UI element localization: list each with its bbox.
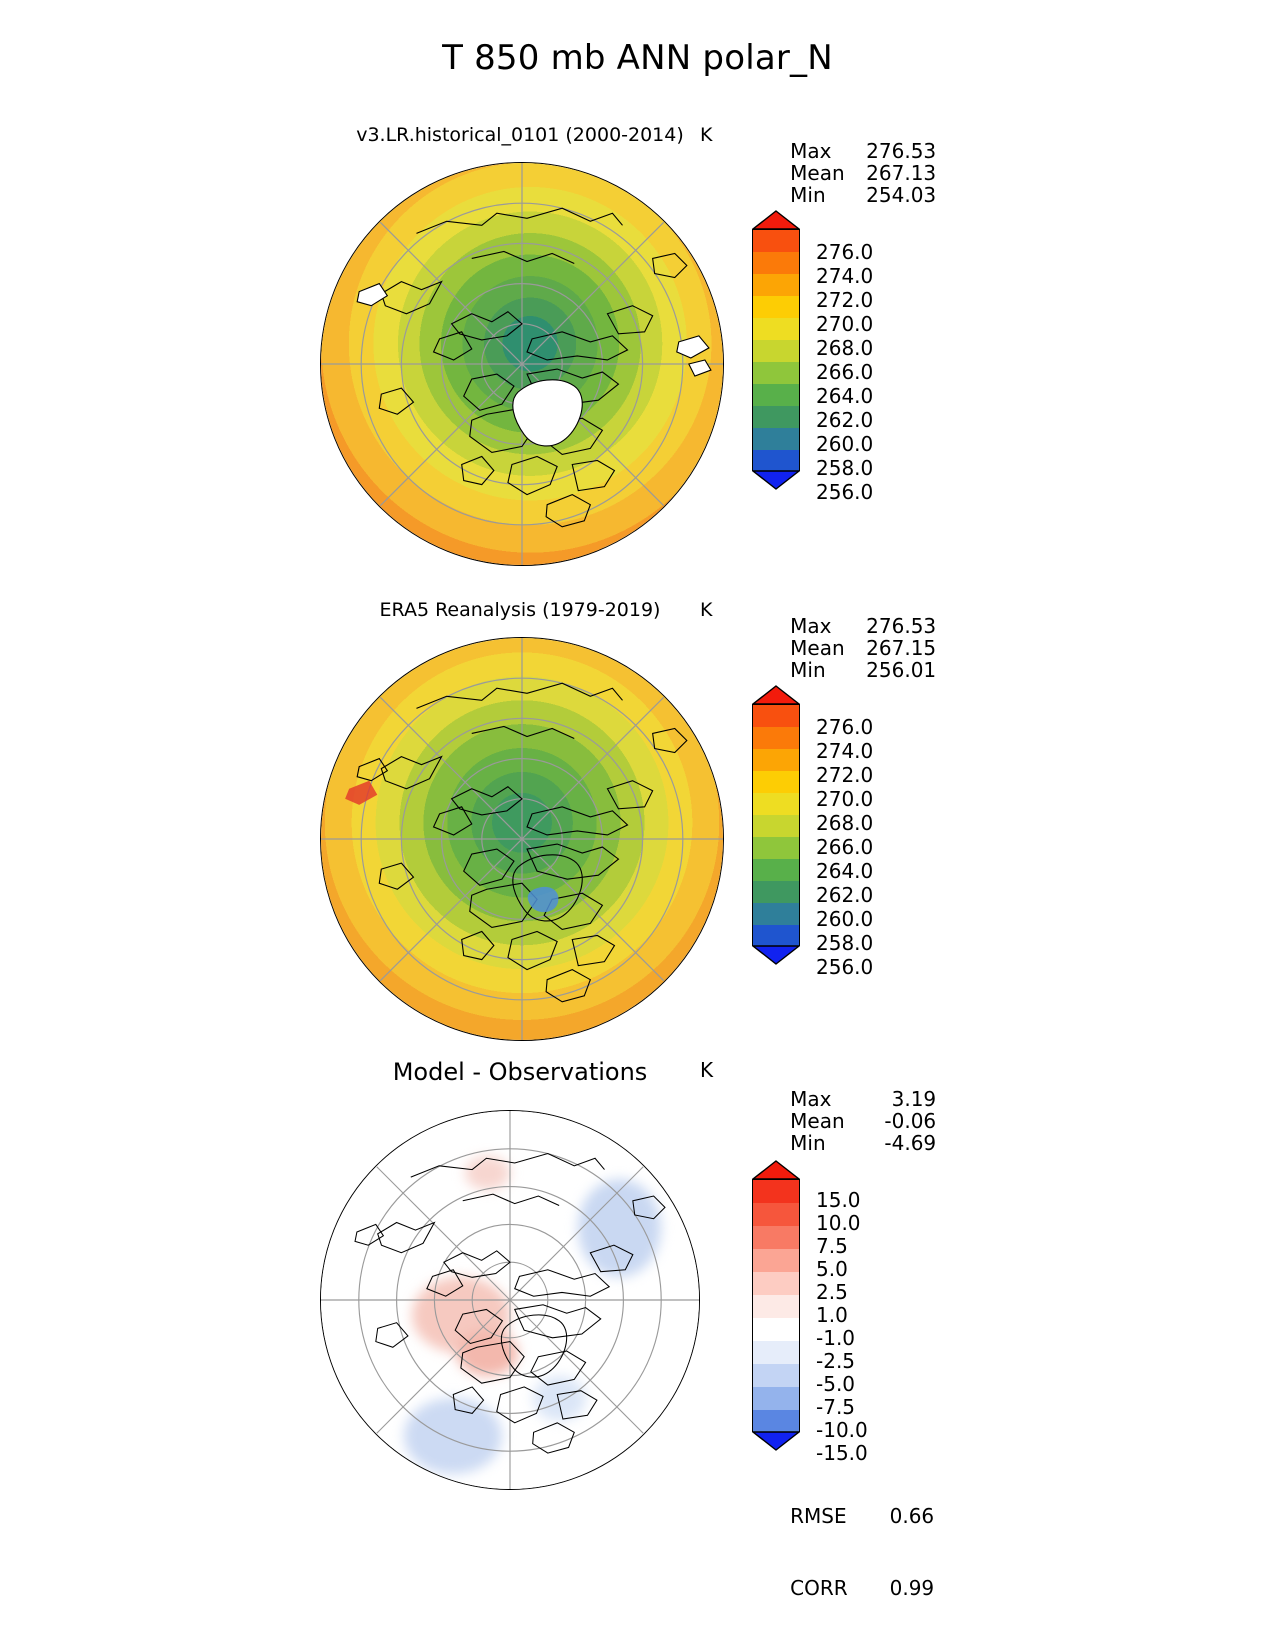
colorbar-segment [753,815,799,837]
colorbar-tick: -2.5 [816,1349,856,1373]
colorbar-segment [753,252,799,274]
colorbar-segment [753,859,799,881]
colorbar-segment [753,406,799,428]
colorbar-segment [753,230,799,252]
stats-block-model [752,120,937,207]
colorbar-gradient [752,1179,800,1432]
colorbar-segment [753,1364,799,1387]
colorbar-tick: 264.0 [816,384,874,408]
stat-value: -4.69 [884,1131,937,1155]
colorbar-tick: -10.0 [816,1418,868,1442]
globe-disc [320,162,724,566]
colorbar-min-arrow [752,470,800,490]
panel-observations [0,585,1275,1045]
colorbar-segment [753,1226,799,1249]
colorbar-tick: 262.0 [816,408,874,432]
stat-value: 254.03 [866,183,937,207]
colorbar-tick: 5.0 [816,1257,848,1281]
graticule-and-coastlines [321,163,723,565]
colorbar-segment [753,1387,799,1410]
colorbar-segment [753,450,799,472]
colorbar-segment [753,1295,799,1318]
stat-label: Max [790,139,832,163]
globe-disc [320,1110,700,1490]
globe-disc [320,637,724,1041]
stat-label: Min [790,1131,826,1155]
stat-value: 276.53 [866,614,937,638]
colorbar-gradient [752,229,800,471]
colorbar-segment [753,1318,799,1341]
colorbar-segment [753,362,799,384]
footer-stat-value: 0.66 [889,1504,935,1528]
stat-label: Min [790,658,826,682]
colorbar-tick: 266.0 [816,835,874,859]
colorbar-tick: 260.0 [816,432,874,456]
stat-label: Max [790,614,832,638]
colorbar-tick: 274.0 [816,739,874,763]
colorbar-tick: -7.5 [816,1395,856,1419]
footer-stat-row [752,1552,934,1624]
stat-value: -0.06 [884,1109,937,1133]
stat-label: Max [790,1087,832,1111]
colorbar-segment [753,903,799,925]
colorbar-max-arrow [752,1160,800,1180]
colorbar-tick: 272.0 [816,288,874,312]
stat-row [752,120,937,163]
stat-value: 3.19 [891,1087,937,1111]
stat-value: 276.53 [866,139,937,163]
footer-stat-label: CORR [790,1576,848,1600]
colorbar-tick: 10.0 [816,1211,861,1235]
footer-stat-row [752,1480,934,1552]
unit-label-observations: K [700,599,713,621]
colorbar-segment [753,1203,799,1226]
colorbar-tick: 256.0 [816,955,874,979]
colorbar-segment [753,705,799,727]
stat-row [752,1068,937,1111]
colorbar-gradient [752,704,800,946]
colorbar-tick: 266.0 [816,360,874,384]
colorbar-segment [753,340,799,362]
panel-title-observations: ERA5 Reanalysis (1979-2019) [379,599,661,621]
colorbar-segment [753,1249,799,1272]
colorbar-segment [753,1272,799,1295]
colorbar-segment [753,727,799,749]
panel-difference [0,1050,1275,1600]
colorbar-segment [753,296,799,318]
colorbar-segment [753,428,799,450]
panel-model [0,110,1275,570]
colorbar-segment [753,925,799,947]
colorbar-tick: 276.0 [816,240,874,264]
colorbar-segment [753,749,799,771]
unit-label-model: K [700,124,713,146]
colorbar-segment [753,1410,799,1433]
footer-stat-label: RMSE [790,1504,847,1528]
colorbar-max-arrow [752,685,800,705]
colorbar-segment [753,837,799,859]
colorbar-tick: 272.0 [816,763,874,787]
colorbar-tick: 264.0 [816,859,874,883]
colorbar-tick: 258.0 [816,931,874,955]
colorbar-tick: -1.0 [816,1326,856,1350]
colorbar-segment [753,793,799,815]
panel-title-difference: Model - Observations [392,1058,648,1086]
stat-value: 256.01 [866,658,937,682]
colorbar-segment [753,771,799,793]
colorbar-tick: 268.0 [816,811,874,835]
colorbar-tick: -5.0 [816,1372,856,1396]
stat-label: Mean [790,636,845,660]
colorbar-tick: 256.0 [816,480,874,504]
panel-title-model: v3.LR.historical_0101 (2000-2014) [356,124,684,146]
stat-value: 267.13 [866,161,937,185]
colorbar-tick: -15.0 [816,1441,868,1465]
colorbar-tick: 2.5 [816,1280,848,1304]
map-globe-difference [320,1110,700,1490]
stat-label: Mean [790,161,845,185]
footer-stat-value: 0.99 [889,1576,935,1600]
colorbar-max-arrow [752,210,800,230]
colorbar-segment [753,318,799,340]
colorbar-min-arrow [752,1431,800,1451]
colorbar-segment [753,384,799,406]
stat-label: Min [790,183,826,207]
colorbar-tick: 270.0 [816,312,874,336]
colorbar-tick: 7.5 [816,1234,848,1258]
colorbar-tick: 274.0 [816,264,874,288]
page-title: T 850 mb ANN polar_N [442,38,833,78]
colorbar-tick: 262.0 [816,883,874,907]
colorbar-segment [753,1180,799,1203]
stats-block-observations [752,595,937,682]
map-globe-observations [320,637,724,1041]
colorbar-tick: 268.0 [816,336,874,360]
colorbar-segment [753,1341,799,1364]
stat-value: 267.15 [866,636,937,660]
stat-row [752,595,937,638]
colorbar-tick: 270.0 [816,787,874,811]
colorbar-tick: 258.0 [816,456,874,480]
stat-label: Mean [790,1109,845,1133]
colorbar-segment [753,274,799,296]
stats-block-difference [752,1068,937,1155]
colorbar-tick: 15.0 [816,1188,861,1212]
colorbar-tick: 260.0 [816,907,874,931]
footer-stats-difference [752,1480,934,1624]
graticule-and-coastlines [321,1111,699,1489]
map-globe-model [320,162,724,566]
colorbar-min-arrow [752,945,800,965]
colorbar-tick: 1.0 [816,1303,848,1327]
unit-label-difference: K [700,1058,714,1082]
colorbar-tick: 276.0 [816,715,874,739]
colorbar-segment [753,881,799,903]
graticule-and-coastlines [321,638,723,1040]
